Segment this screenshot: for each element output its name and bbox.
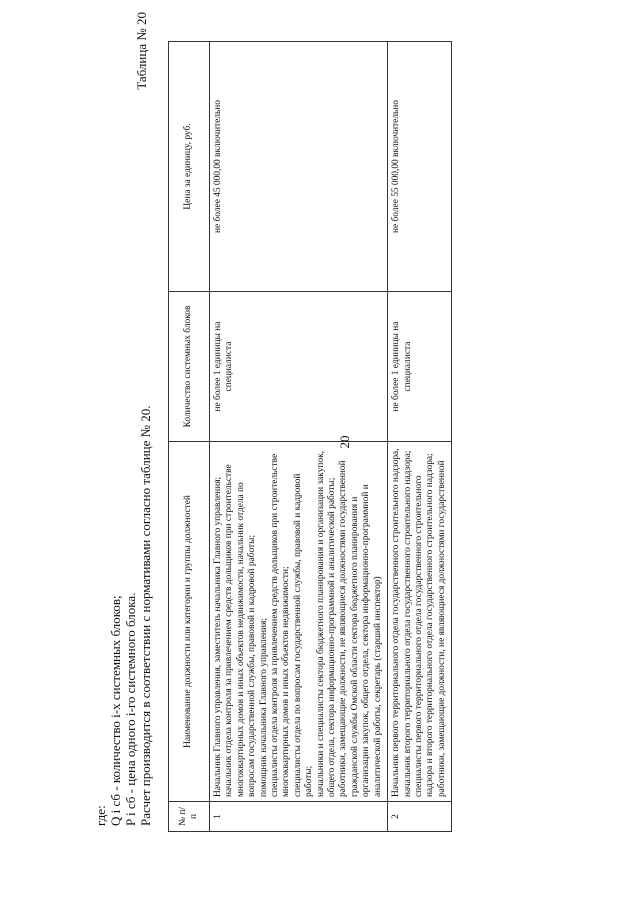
row-quantity: не более 1 единицы на специалиста [388, 292, 452, 442]
intro-line-quantity: Q i сб - количество i-х системных блоков; [108, 595, 123, 826]
header-price: Цена за единицу, руб. [169, 42, 210, 292]
row-quantity: не более 1 единицы на специалиста [210, 292, 388, 442]
position-line: Начальник первого территориального отдела государственного строительного надзора, начальник второго территориального отдела государственного строительного надзора; [391, 448, 413, 797]
header-positions: Наименование должности или категории и группы должностей [169, 442, 210, 802]
row-positions [388, 442, 452, 802]
norms-table-wrapper [168, 42, 570, 832]
position-line: специалисты первого территориального отдела государственного строительного надзора и второго территориального отдела государственного строительного надзора; [413, 453, 436, 797]
header-num: № п/п [169, 802, 210, 832]
position-line: помощник начальника Главного управления; [258, 618, 269, 797]
table-row [388, 42, 452, 832]
row-price: не более 45 000,00 включительно [210, 42, 388, 292]
position-line: работники, замещающие должности, не являющиеся должностями государственной [436, 460, 447, 797]
page-number: 20 [337, 435, 352, 449]
table-row [210, 42, 388, 832]
position-line: специалисты отдела контроля за привлечением средств дольщиков при строительстве многоквартирных домов и иных объектов недвижимости; [270, 453, 292, 797]
table-header-row [169, 42, 210, 832]
table-caption: Таблица № 20 [134, 12, 149, 90]
row-num: 2 [388, 802, 452, 832]
header-quantity: Количество системных блоков [169, 292, 210, 442]
position-line: начальник отдела контроля за привлечением средств дольщиков при строительстве многоквартирных домов и иных объектов недвижимости, начальник отдела по вопросам государственной службы, правовой и кадровой работы; [224, 464, 258, 797]
row-price: не более 55 000,00 включительно [388, 42, 452, 292]
position-line: начальники и специалисты сектора бюджетного планирования и организации закупок, общего отдела, сектора информационно-программной и аналитической работы; [315, 450, 338, 797]
position-line: работники, замещающие должности, не являющиеся должностями государственной гражданской службы Омской области сектора бюджетного планирования и организации закупок, общего отдела, сектора информационно-программной и аналитической работы, секретарь (старший инспектор) [338, 460, 383, 797]
norms-table [168, 41, 452, 832]
intro-text [93, 376, 153, 826]
row-positions [210, 442, 388, 802]
row-num: 1 [210, 802, 388, 832]
intro-where: где: [93, 805, 108, 826]
intro-line-price: P i сб - цена одного i-го системного блока. [123, 592, 138, 826]
intro-line-calc: Расчет производится в соответствии с нормативами согласно таблице № 20. [138, 405, 153, 826]
position-line: Начальник Главного управления, заместитель начальника Главного управления; [213, 476, 223, 797]
position-line: специалисты отдела по вопросам государственной службы, правовой и кадровой работы; [292, 473, 315, 797]
